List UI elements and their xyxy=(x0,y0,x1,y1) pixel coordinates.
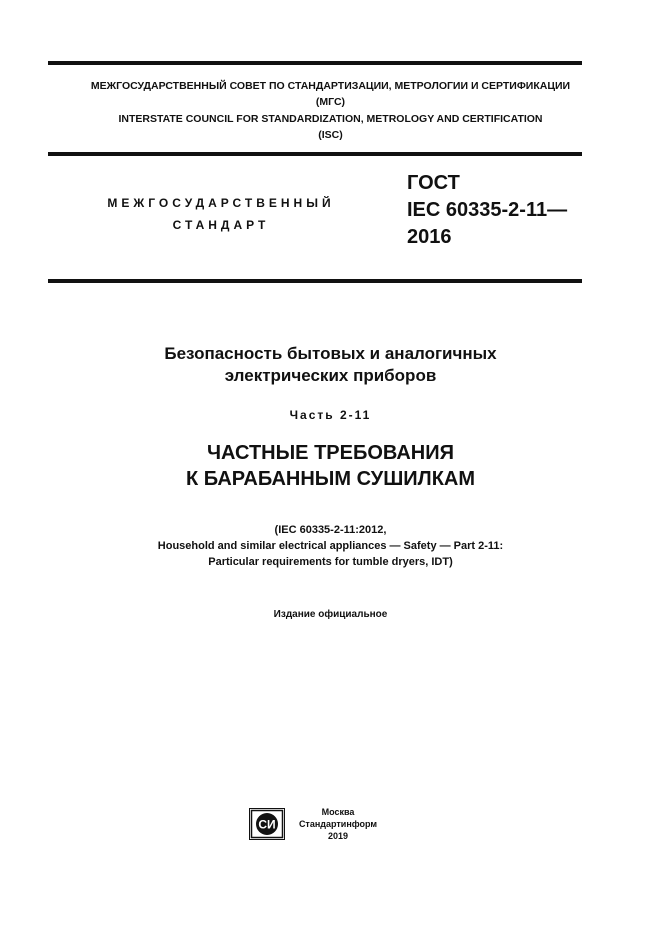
top-rule xyxy=(48,61,582,65)
standard-type xyxy=(90,192,352,236)
part-number: Часть 2-11 xyxy=(289,408,372,422)
publication-year: 2019 xyxy=(327,831,349,841)
document-subtitle-line-2: К БАРАБАННЫМ СУШИЛКАМ xyxy=(185,468,476,490)
standard-designation-line-3: 2016 xyxy=(407,226,452,248)
council-name-ru-line: МЕЖГОСУДАРСТВЕННЫЙ СОВЕТ ПО СТАНДАРТИЗАЦИИ, МЕТРОЛОГИИ И СЕРТИФИКАЦИИ xyxy=(90,80,571,92)
document-subtitle-line-1: ЧАСТНЫЕ ТРЕБОВАНИЯ xyxy=(207,442,454,464)
publisher-name: Стандартинформ xyxy=(298,819,378,829)
standard-type-line-1: МЕЖГОСУДАРСТВЕННЫЙ xyxy=(107,196,335,210)
publisher-logo-icon xyxy=(249,808,285,840)
council-abbr-en: (ISC) xyxy=(318,129,343,141)
council-abbr-ru: (МГС) xyxy=(315,96,346,108)
document-title xyxy=(0,343,661,387)
standard-type-line-2: СТАНДАРТ xyxy=(172,218,270,232)
edition-label: Издание официальное xyxy=(273,609,388,620)
council-name-ru xyxy=(0,78,661,110)
council-name-en-line: INTERSTATE COUNCIL FOR STANDARDIZATION, METROLOGY AND CERTIFICATION xyxy=(118,113,543,125)
document-title-line-2: электрических приборов xyxy=(224,366,437,385)
document-subtitle xyxy=(0,440,661,492)
iec-reference-line-2: Household and similar electrical appliances — Safety — Part 2-11: xyxy=(157,540,504,552)
standard-designation xyxy=(407,170,567,251)
council-name-en xyxy=(0,111,661,143)
header-bottom-rule xyxy=(48,152,582,156)
standard-designation-line-1: ГОСТ xyxy=(407,172,460,194)
iec-reference xyxy=(0,522,661,570)
standard-designation-line-2: IEC 60335-2-11— xyxy=(407,199,568,221)
publisher-city: Москва xyxy=(321,807,355,817)
document-title-line-1: Безопасность бытовых и аналогичных xyxy=(164,344,497,363)
designation-bottom-rule xyxy=(48,279,582,283)
iec-reference-line-1: (IEC 60335-2-11:2012, xyxy=(274,524,387,536)
publisher-logo-text: СИ xyxy=(258,817,276,832)
publisher-info xyxy=(290,806,386,842)
iec-reference-line-3: Particular requirements for tumble dryers, IDT) xyxy=(208,556,453,568)
